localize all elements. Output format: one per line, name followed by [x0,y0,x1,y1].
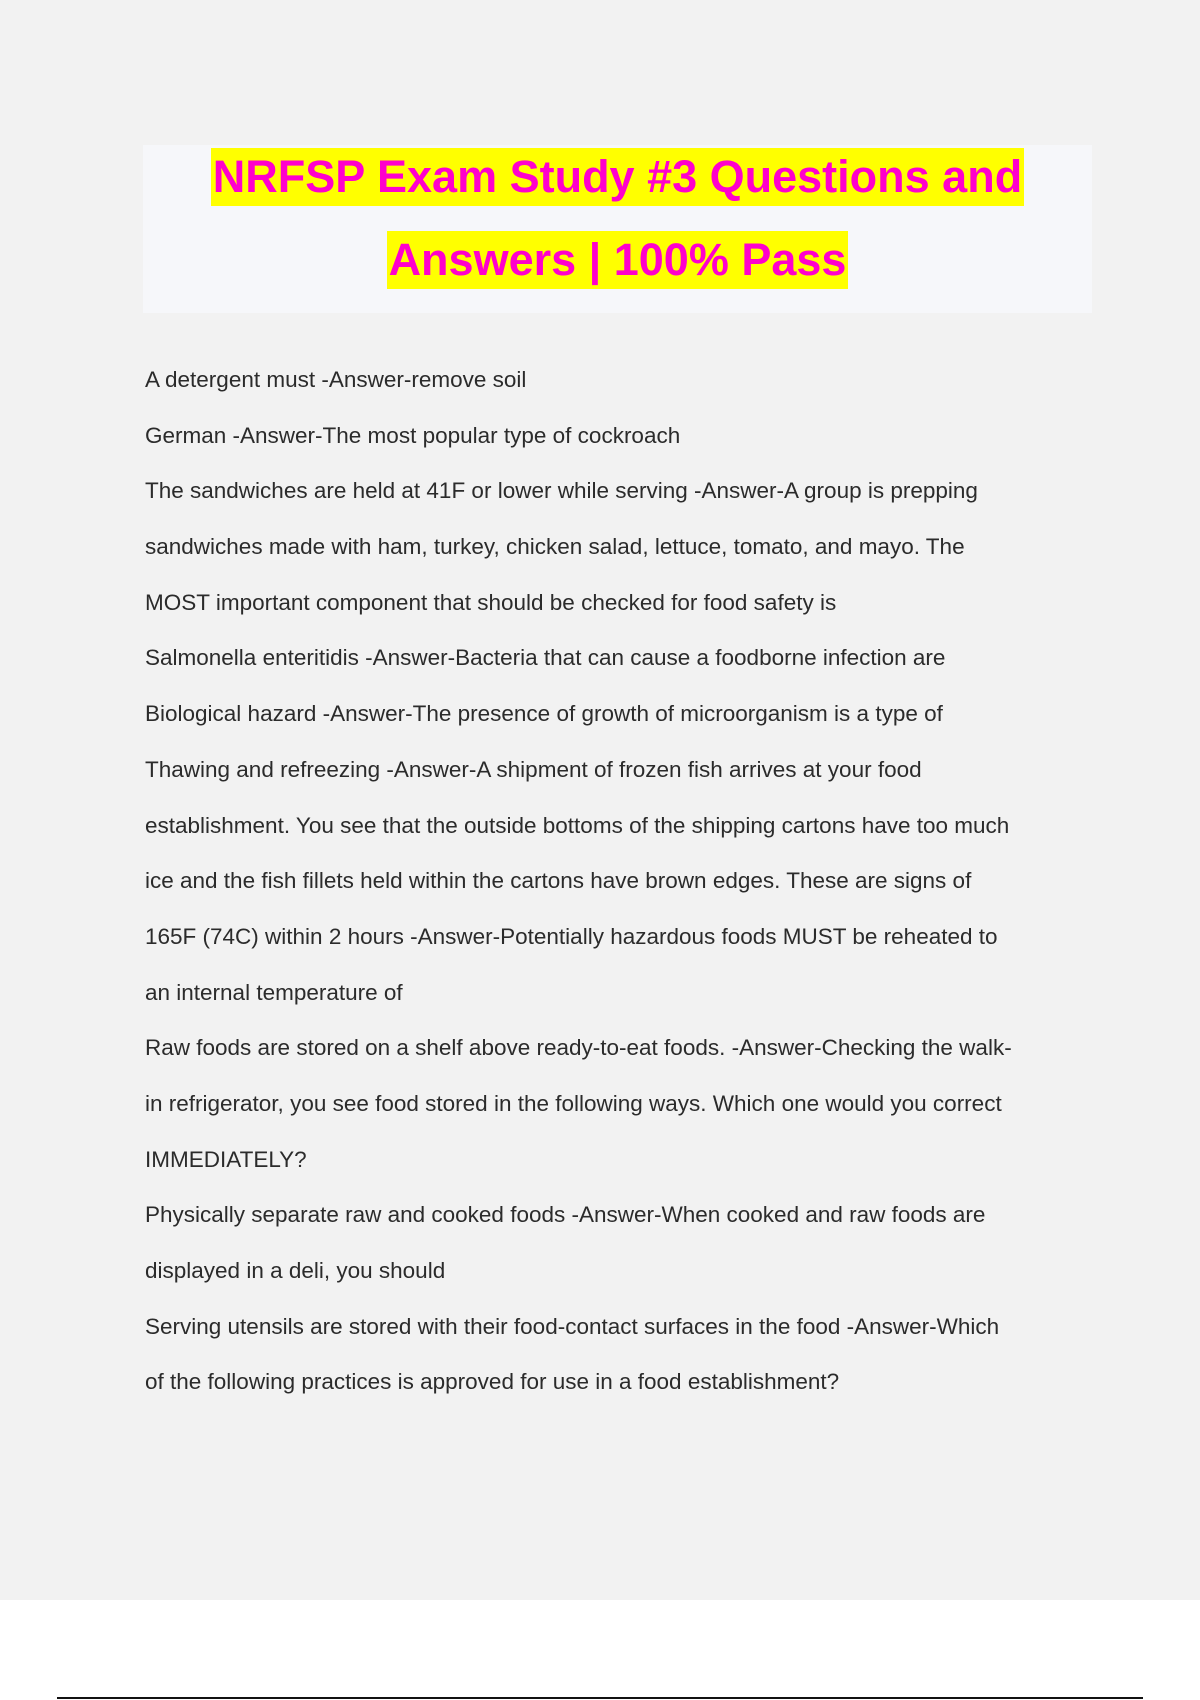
title-line-1 [143,148,1092,206]
text-line: of the following practices is approved for use in a food establishment? [145,1369,840,1395]
text-line: The sandwiches are held at 41F or lower while serving -Answer-A group is prepping [145,478,978,504]
text-line: Salmonella enteritidis -Answer-Bacteria that can cause a foodborne infection are [145,645,946,671]
text-line: sandwiches made with ham, turkey, chicken salad, lettuce, tomato, and mayo. The [145,534,965,560]
text-line: MOST important component that should be checked for food safety is [145,589,837,615]
footer-divider [57,1697,1143,1699]
text-line: Raw foods are stored on a shelf above ready-to-eat foods. -Answer-Checking the walk- [145,1035,1012,1061]
text-line: German -Answer-The most popular type of cockroach [145,422,681,448]
title-block [143,145,1092,313]
document-title-part-1: NRFSP Exam Study #3 Questions and [211,148,1024,206]
text-line: A detergent must -Answer-remove soil [145,367,527,392]
text-line: Serving utensils are stored with their food-contact surfaces in the food -Answer-Which [145,1313,1000,1339]
document-title-part-2: Answers | 100% Pass [387,231,849,289]
text-line: Physically separate raw and cooked foods -Answer-When cooked and raw foods are [145,1202,986,1228]
text-line: an internal temperature of [145,979,403,1005]
text-line: in refrigerator, you see food stored in the following ways. Which one would you correct [145,1090,1002,1116]
title-line-2 [143,231,1092,289]
text-line: Biological hazard -Answer-The presence of growth of microorganism is a type of [145,701,943,727]
text-line: 165F (74C) within 2 hours -Answer-Potentially hazardous foods MUST be reheated to [145,923,998,949]
text-line: Thawing and refreezing -Answer-A shipment of frozen fish arrives at your food [145,756,922,782]
text-line: establishment. You see that the outside bottoms of the shipping cartons have too much [145,812,1010,838]
text-line: displayed in a deli, you should [145,1258,446,1283]
question-answer-list [145,360,1085,1418]
text-line: IMMEDIATELY? [145,1146,307,1172]
text-line: ice and the fish fillets held within the cartons have brown edges. These are signs of [145,868,972,894]
